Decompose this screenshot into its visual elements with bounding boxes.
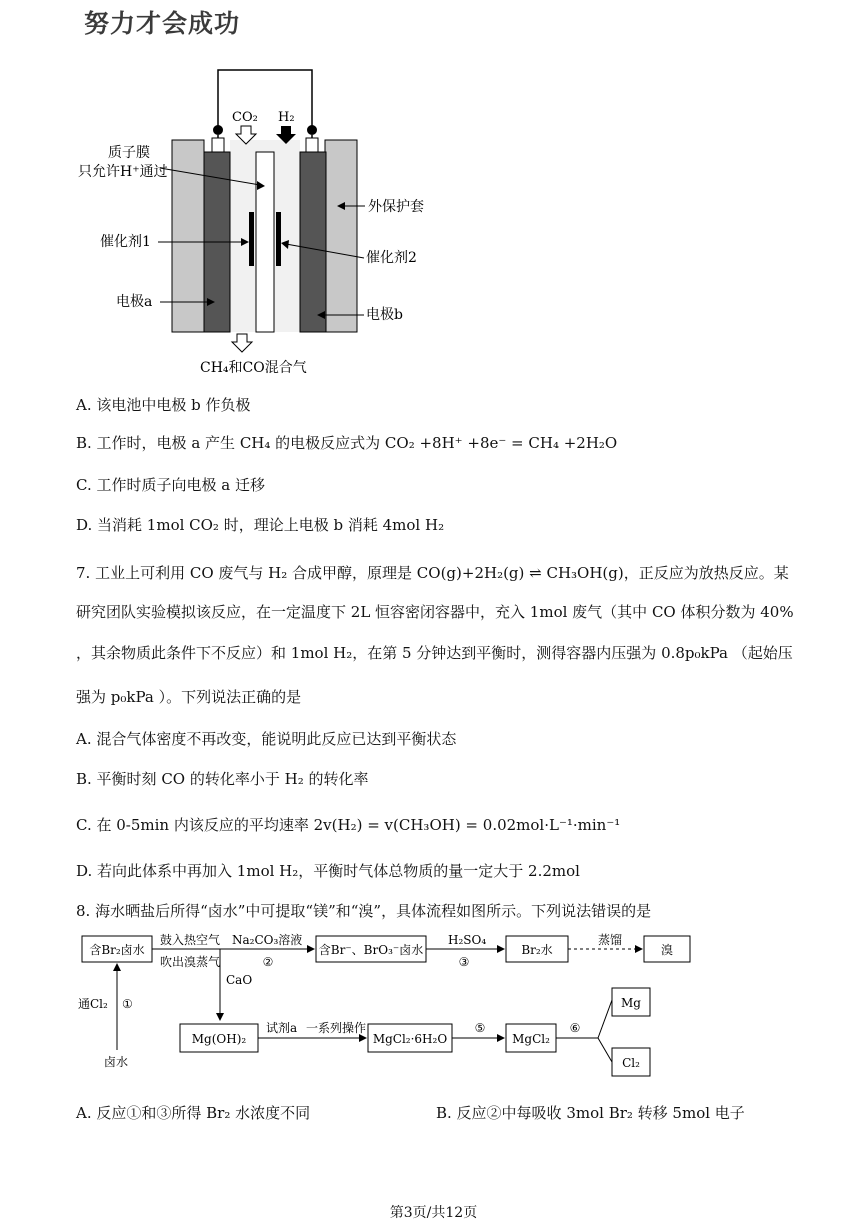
flow-box-6-label: MgCl₂·6H₂O bbox=[372, 1032, 448, 1046]
flow-box-1-label: 含Br₂卤水 bbox=[89, 943, 145, 957]
q7-stem-line-1: 7. 工业上可利用 CO 废气与 H₂ 合成甲醇，原理是 CO(g)+2H₂(g) ⇌ CH₃OH(g)，正反应为放热反应。某 bbox=[76, 564, 789, 582]
flow-in-left: 通Cl₂ bbox=[78, 997, 108, 1011]
q7-option-a: A. 混合气体密度不再改变，能说明此反应已达到平衡状态 bbox=[76, 730, 457, 748]
flow-step6: ⑥ bbox=[569, 1021, 581, 1035]
q6-option-b-prefix: B. 工作时，电极 a 产生 bbox=[76, 434, 236, 452]
flow-box-4-label: 溴 bbox=[660, 943, 674, 957]
flow-ops: 一系列操作 bbox=[306, 1021, 367, 1035]
q7-stem-line-3: ，其余物质此条件下不反应）和 1mol H₂，在第 5 分钟达到平衡时，测得容器内压强为 0.8p₀kPa （起始压 bbox=[76, 644, 793, 662]
q6-option-d: D. 当消耗 1mol CO₂ 时，理论上电极 b 消耗 4mol H₂ bbox=[76, 516, 445, 534]
flow-step2-num: ② bbox=[262, 955, 274, 969]
terminal-a bbox=[213, 125, 223, 135]
q6-option-c: C. 工作时质子向电极 a 迁移 bbox=[76, 476, 265, 494]
flow-step1-top: 鼓入热空气 bbox=[160, 933, 221, 947]
q6-option-b bbox=[76, 432, 617, 453]
label-catalyst-1: 催化剂1 bbox=[100, 234, 151, 250]
label-membrane-2: 只允许H⁺通过 bbox=[78, 164, 168, 180]
electrode-b-plate bbox=[300, 152, 326, 332]
proton-membrane bbox=[256, 152, 274, 332]
label-electrode-a: 电极a bbox=[116, 294, 153, 310]
label-outlet: CH₄和CO混合气 bbox=[200, 360, 307, 376]
label-membrane-1: 质子膜 bbox=[108, 145, 150, 161]
q8-flow-diagram bbox=[70, 928, 710, 1088]
q7-option-b: B. 平衡时刻 CO 的转化率小于 H₂ 的转化率 bbox=[76, 770, 369, 788]
q7-stem-line-4: 强为 p₀kPa ）。下列说法正确的是 bbox=[76, 688, 302, 706]
flow-in-bottom: 卤水 bbox=[104, 1055, 129, 1069]
flow-box-9-label: Cl₂ bbox=[622, 1056, 640, 1070]
flow-step3-reagent: H₂SO₄ bbox=[448, 933, 487, 947]
catalyst-1-bar bbox=[249, 212, 254, 266]
q8-stem: 8. 海水晒盐后所得“卤水”中可提取“镁”和“溴”，具体流程如图所示。下列说法错误的是 bbox=[76, 902, 652, 920]
terminal-b bbox=[307, 125, 317, 135]
q7-option-c: C. 在 0-5min 内该反应的平均速率 2v(H₂) = v(CH₃OH) = 0.02mol·L⁻¹·min⁻¹ bbox=[76, 816, 621, 834]
q6-option-b-equation: CH₄ 的电极反应式为 CO₂ +8H⁺ +8e⁻ = CH₄ +2H₂O bbox=[239, 434, 618, 452]
flow-step1-bottom: 吹出溴蒸气 bbox=[160, 955, 221, 969]
q8-option-a: A. 反应①和③所得 Br₂ 水浓度不同 bbox=[76, 1104, 311, 1122]
flow-box-7-label: MgCl₂ bbox=[512, 1032, 550, 1046]
flow-cao: CaO bbox=[226, 973, 253, 987]
flow-step4: 蒸馏 bbox=[598, 933, 623, 947]
catalyst-2-bar bbox=[276, 212, 281, 266]
flow-reagent-a: 试剂a bbox=[266, 1021, 298, 1035]
flow-box-8-label: Mg bbox=[621, 996, 641, 1010]
flow-box-3-label: Br₂水 bbox=[521, 943, 553, 957]
q6-option-a: A. 该电池中电极 b 作负极 bbox=[76, 396, 251, 414]
jacket-left bbox=[172, 140, 204, 332]
flow-step2-reagent: Na₂CO₃溶液 bbox=[232, 933, 303, 947]
label-h2: H₂ bbox=[278, 110, 295, 125]
page-footer: 第3页/共12页 bbox=[389, 1205, 478, 1221]
label-jacket: 外保护套 bbox=[368, 199, 424, 215]
flow-box-2-label: 含Br⁻、BrO₃⁻卤水 bbox=[318, 943, 424, 957]
cell-diagram bbox=[60, 60, 480, 380]
outlet-arrow bbox=[232, 334, 252, 352]
flow-step5: ⑤ bbox=[474, 1021, 486, 1035]
q8-option-b: B. 反应②中每吸收 3mol Br₂ 转移 5mol 电子 bbox=[436, 1104, 745, 1122]
header-banner: 努力才会成功 bbox=[84, 9, 241, 38]
flow-step3-num: ③ bbox=[458, 955, 470, 969]
q7-option-d: D. 若向此体系中再加入 1mol H₂，平衡时气体总物质的量一定大于 2.2mol bbox=[76, 862, 580, 880]
label-catalyst-2: 催化剂2 bbox=[366, 250, 417, 266]
label-electrode-b: 电极b bbox=[366, 307, 403, 323]
label-co2: CO₂ bbox=[232, 110, 258, 125]
flow-box-5-label: Mg(OH)₂ bbox=[191, 1032, 247, 1046]
q7-stem-line-2: 研究团队实验模拟该反应，在一定温度下 2L 恒容密闭容器中，充入 1mol 废气（其中 CO 体积分数为 40% bbox=[76, 603, 794, 621]
jacket-right bbox=[325, 140, 357, 332]
flow-in-num: ① bbox=[122, 997, 133, 1011]
